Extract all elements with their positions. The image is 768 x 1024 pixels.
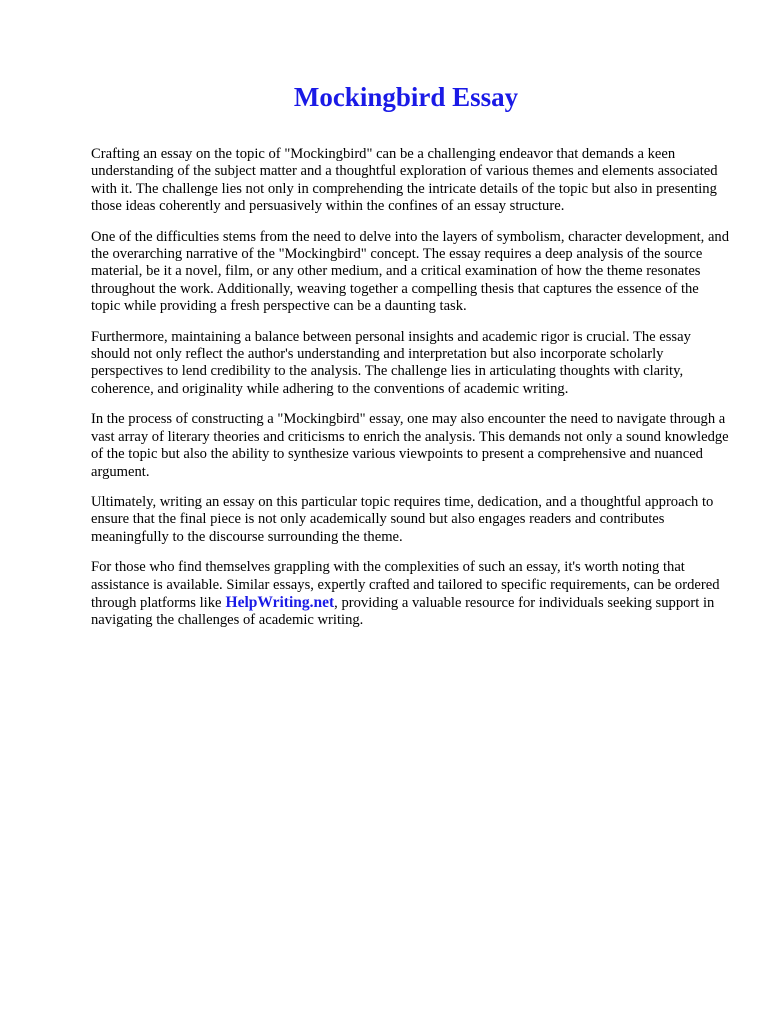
paragraph-4: In the process of constructing a "Mockingbird" essay, one may also encounter the need to navigate through a vast array of literary theories and criticisms to enrich the analysis. This demands not only a sound knowledge of the topic but also the ability to synthesize various viewpoints to present a comprehensive and nuanced argument.	[91, 411, 729, 480]
paragraph-6	[91, 559, 731, 630]
paragraph-1: Crafting an essay on the topic of "Mockingbird" can be a challenging endeavor that demands a keen understanding of the subject matter and a thoughtful exploration of various themes and elements associated with it. The challenge lies not only in comprehending the intricate details of the topic but also in presenting those ideas coherently and persuasively within the confines of an essay structure.	[91, 146, 718, 215]
paragraph-6-text-after-link: , providing a valuable resource for individuals seeking support in navigating the challenges of academic writing.	[91, 594, 715, 629]
page-title: Mockingbird Essay	[293, 82, 519, 112]
helpwriting-link[interactable]: HelpWriting.net	[225, 593, 335, 611]
essay-body	[91, 146, 731, 643]
paragraph-3: Furthermore, maintaining a balance between personal insights and academic rigor is crucial. The essay should not only reflect the author's understanding and interpretation but also incorporate scholarly perspectives to lend credibility to the analysis. The challenge lies in articulating thoughts with clarity, coherence, and originality while adhering to the conventions of academic writing.	[91, 328, 691, 397]
paragraph-6-text-before-link: For those who find themselves grappling with the complexities of such an essay, it's worth noting that assistance is available. Similar essays, expertly crafted and tailored to specific requirements, can be ordered through platforms like	[91, 559, 720, 611]
paragraph-5: Ultimately, writing an essay on this particular topic requires time, dedication, and a thoughtful approach to ensure that the final piece is not only academically sound but also engages readers and contributes meaningfully to the discourse surrounding the theme.	[91, 493, 714, 545]
paragraph-2: One of the difficulties stems from the need to delve into the layers of symbolism, character development, and the overarching narrative of the "Mockingbird" concept. The essay requires a deep analysis of the source material, be it a novel, film, or any other medium, and a critical examination of how the theme resonates throughout the work. Additionally, weaving together a compelling thesis that captures the essence of the topic while providing a fresh perspective can be a daunting task.	[91, 228, 730, 315]
